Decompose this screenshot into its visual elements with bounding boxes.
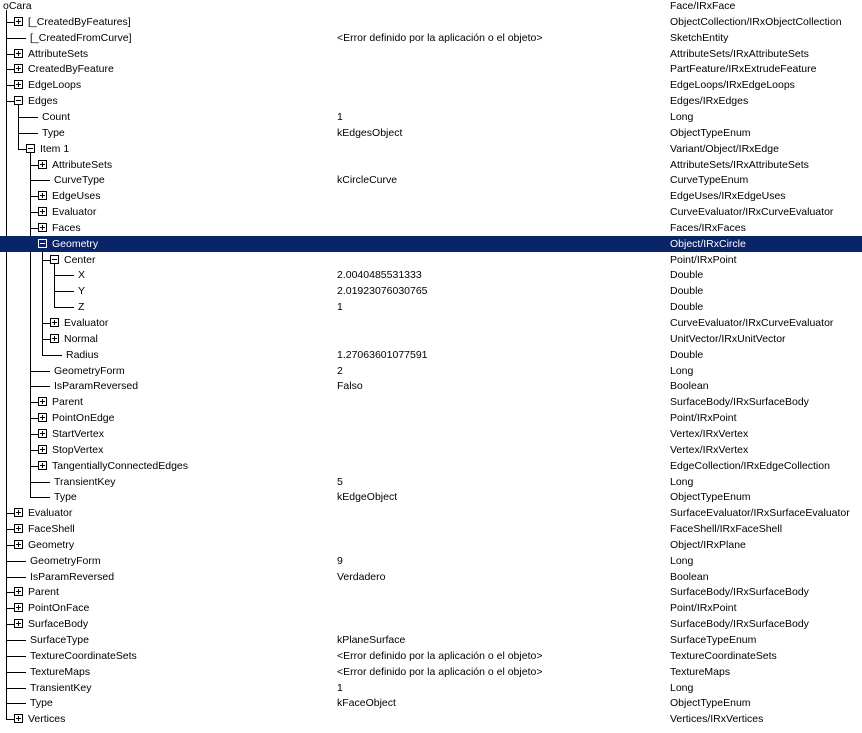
collapse-icon[interactable] xyxy=(26,144,35,153)
property-type: EdgeLoops/IRxEdgeLoops xyxy=(670,79,795,91)
tree-row[interactable] xyxy=(0,204,862,220)
tree-row[interactable] xyxy=(0,299,862,315)
property-type: AttributeSets/IRxAttributeSets xyxy=(670,159,809,171)
property-type: SketchEntity xyxy=(670,32,729,44)
property-name: AttributeSets xyxy=(28,48,89,60)
property-name: Evaluator xyxy=(28,507,73,519)
expand-icon[interactable] xyxy=(38,413,47,422)
property-name: AttributeSets xyxy=(52,159,113,171)
property-type: Boolean xyxy=(670,380,709,392)
tree-row[interactable] xyxy=(0,711,862,727)
property-type: SurfaceBody/IRxSurfaceBody xyxy=(670,586,809,598)
expand-icon[interactable] xyxy=(38,397,47,406)
tree-row[interactable] xyxy=(0,267,862,283)
property-name: oCara xyxy=(3,0,32,12)
property-name: GeometryForm xyxy=(30,555,101,567)
tree-row[interactable] xyxy=(0,537,862,553)
expand-icon[interactable] xyxy=(14,603,23,612)
tree-row[interactable] xyxy=(0,30,862,46)
property-value: <Error definido por la aplicación o el objeto> xyxy=(337,32,543,44)
property-value: kEdgesObject xyxy=(337,127,403,139)
tree-row[interactable] xyxy=(0,474,862,490)
tree-row[interactable] xyxy=(0,283,862,299)
tree-row[interactable] xyxy=(0,648,862,664)
property-type: EdgeCollection/IRxEdgeCollection xyxy=(670,460,830,472)
property-type: Face/IRxFace xyxy=(670,0,736,12)
property-value: kEdgeObject xyxy=(337,491,398,503)
property-type: Long xyxy=(670,365,694,377)
property-name: Geometry xyxy=(52,238,99,250)
property-name: [_CreatedFromCurve] xyxy=(30,32,132,44)
expand-icon[interactable] xyxy=(38,207,47,216)
property-type: Object/IRxCircle xyxy=(670,238,746,250)
expand-icon[interactable] xyxy=(14,64,23,73)
property-type: CurveTypeEnum xyxy=(670,174,749,186)
property-value: kCircleCurve xyxy=(337,174,398,186)
property-name: TransientKey xyxy=(30,682,92,694)
property-type: Vertices/IRxVertices xyxy=(670,713,764,725)
tree-row[interactable] xyxy=(0,363,862,379)
tree-row[interactable] xyxy=(0,600,862,616)
tree-row[interactable] xyxy=(0,347,862,363)
property-value: 2.01923076030765 xyxy=(337,285,428,297)
property-name: EdgeLoops xyxy=(28,79,82,91)
property-type: SurfaceEvaluator/IRxSurfaceEvaluator xyxy=(670,507,850,519)
property-type: ObjectTypeEnum xyxy=(670,491,751,503)
property-type: Long xyxy=(670,682,694,694)
property-name: PointOnFace xyxy=(28,602,90,614)
property-name: [_CreatedByFeatures] xyxy=(28,16,131,28)
expand-icon[interactable] xyxy=(14,619,23,628)
property-name: Type xyxy=(54,491,77,503)
property-type: PartFeature/IRxExtrudeFeature xyxy=(670,63,817,75)
property-value: 2.0040485531333 xyxy=(337,269,422,281)
property-name: Center xyxy=(64,254,96,266)
tree-row[interactable] xyxy=(0,521,862,537)
property-name: CreatedByFeature xyxy=(28,63,114,75)
tree-row[interactable] xyxy=(0,46,862,62)
tree-row[interactable] xyxy=(0,109,862,125)
property-type: Double xyxy=(670,301,704,313)
tree-row[interactable] xyxy=(0,220,862,236)
expand-icon[interactable] xyxy=(14,80,23,89)
tree-row[interactable] xyxy=(0,93,862,109)
property-type: AttributeSets/IRxAttributeSets xyxy=(670,48,809,60)
property-name: FaceShell xyxy=(28,523,75,535)
tree-row[interactable] xyxy=(0,61,862,77)
expand-icon[interactable] xyxy=(14,540,23,549)
property-name: Parent xyxy=(28,586,59,598)
property-type: UnitVector/IRxUnitVector xyxy=(670,333,786,345)
tree-row[interactable] xyxy=(0,394,862,410)
property-type: Double xyxy=(670,285,704,297)
property-value: 9 xyxy=(337,555,343,567)
property-name: Geometry xyxy=(28,539,75,551)
property-type: SurfaceBody/IRxSurfaceBody xyxy=(670,396,809,408)
tree-row[interactable] xyxy=(0,442,862,458)
tree-row[interactable] xyxy=(0,0,862,14)
property-type: Long xyxy=(670,111,694,123)
property-name: Normal xyxy=(64,333,98,345)
tree-row[interactable] xyxy=(0,695,862,711)
expand-icon[interactable] xyxy=(50,318,59,327)
property-name: IsParamReversed xyxy=(30,571,115,583)
property-name: SurfaceType xyxy=(30,634,89,646)
property-type: CurveEvaluator/IRxCurveEvaluator xyxy=(670,206,834,218)
property-type: ObjectCollection/IRxObjectCollection xyxy=(670,16,842,28)
expand-icon[interactable] xyxy=(14,524,23,533)
tree-row[interactable] xyxy=(0,77,862,93)
property-name: EdgeUses xyxy=(52,190,101,202)
tree-row[interactable] xyxy=(0,664,862,680)
property-name: Item 1 xyxy=(40,143,70,155)
property-type: Variant/Object/IRxEdge xyxy=(670,143,779,155)
property-name: Type xyxy=(30,697,53,709)
property-type: SurfaceTypeEnum xyxy=(670,634,757,646)
property-type: TextureMaps xyxy=(670,666,731,678)
tree-row[interactable] xyxy=(0,315,862,331)
property-name: TransientKey xyxy=(54,476,116,488)
property-name: Radius xyxy=(66,349,99,361)
tree-row[interactable] xyxy=(0,252,862,268)
property-value: <Error definido por la aplicación o el objeto> xyxy=(337,666,543,678)
expand-icon[interactable] xyxy=(38,160,47,169)
property-name: CurveType xyxy=(54,174,105,186)
property-value: Falso xyxy=(337,380,363,392)
property-name: Faces xyxy=(52,222,81,234)
property-type: Double xyxy=(670,269,704,281)
property-name: IsParamReversed xyxy=(54,380,139,392)
property-type: Point/IRxPoint xyxy=(670,602,737,614)
property-name: TangentiallyConnectedEdges xyxy=(52,460,189,472)
property-type: SurfaceBody/IRxSurfaceBody xyxy=(670,618,809,630)
property-type: Boolean xyxy=(670,571,709,583)
property-type: Vertex/IRxVertex xyxy=(670,444,749,456)
property-type: FaceShell/IRxFaceShell xyxy=(670,523,783,535)
expand-icon[interactable] xyxy=(38,445,47,454)
collapse-icon[interactable] xyxy=(50,255,59,264)
property-name: SurfaceBody xyxy=(28,618,89,630)
property-value: 1 xyxy=(337,301,343,313)
tree-row[interactable] xyxy=(0,489,862,505)
property-type: ObjectTypeEnum xyxy=(670,127,751,139)
property-name: StopVertex xyxy=(52,444,104,456)
expand-icon[interactable] xyxy=(14,49,23,58)
tree-row[interactable] xyxy=(0,426,862,442)
property-name: Type xyxy=(42,127,65,139)
property-type: Long xyxy=(670,555,694,567)
tree-row[interactable] xyxy=(0,172,862,188)
tree-row[interactable] xyxy=(0,125,862,141)
property-type: Object/IRxPlane xyxy=(670,539,746,551)
property-name: Z xyxy=(78,301,85,313)
expand-icon[interactable] xyxy=(38,191,47,200)
property-type: Edges/IRxEdges xyxy=(670,95,749,107)
collapse-icon[interactable] xyxy=(38,239,47,248)
property-name: X xyxy=(78,269,86,281)
expand-icon[interactable] xyxy=(38,223,47,232)
property-value: kFaceObject xyxy=(337,697,396,709)
property-type: ObjectTypeEnum xyxy=(670,697,751,709)
tree-row[interactable] xyxy=(0,157,862,173)
tree-row[interactable] xyxy=(0,378,862,394)
expand-icon[interactable] xyxy=(14,17,23,26)
property-value: 5 xyxy=(337,476,343,488)
property-name: TextureMaps xyxy=(30,666,91,678)
tree-row[interactable] xyxy=(0,569,862,585)
tree-row[interactable] xyxy=(0,188,862,204)
property-name: Parent xyxy=(52,396,83,408)
property-name: StartVertex xyxy=(52,428,104,440)
tree-row[interactable] xyxy=(0,632,862,648)
property-value: 1 xyxy=(337,111,343,123)
property-type: Point/IRxPoint xyxy=(670,412,737,424)
property-value: Verdadero xyxy=(337,571,386,583)
property-name: Evaluator xyxy=(52,206,97,218)
property-name: Evaluator xyxy=(64,317,109,329)
property-type: Vertex/IRxVertex xyxy=(670,428,749,440)
property-value: kPlaneSurface xyxy=(337,634,406,646)
property-type: Double xyxy=(670,349,704,361)
tree-row[interactable] xyxy=(0,236,862,252)
expand-icon[interactable] xyxy=(38,461,47,470)
property-name: Edges xyxy=(28,95,58,107)
property-type: Long xyxy=(670,476,694,488)
tree-row[interactable] xyxy=(0,505,862,521)
property-type: TextureCoordinateSets xyxy=(670,650,777,662)
property-type: EdgeUses/IRxEdgeUses xyxy=(670,190,786,202)
property-type: Faces/IRxFaces xyxy=(670,222,746,234)
expand-icon[interactable] xyxy=(38,429,47,438)
collapse-icon[interactable] xyxy=(14,96,23,105)
expand-icon[interactable] xyxy=(50,334,59,343)
expand-icon[interactable] xyxy=(14,587,23,596)
tree-row[interactable] xyxy=(0,331,862,347)
property-value: <Error definido por la aplicación o el objeto> xyxy=(337,650,543,662)
tree-row[interactable] xyxy=(0,584,862,600)
property-name: Count xyxy=(42,111,71,123)
property-value: 1.27063601077591 xyxy=(337,349,428,361)
tree-row[interactable] xyxy=(0,141,862,157)
tree-row[interactable] xyxy=(0,14,862,30)
property-name: GeometryForm xyxy=(54,365,125,377)
tree-row[interactable] xyxy=(0,616,862,632)
tree-row[interactable] xyxy=(0,458,862,474)
property-name: PointOnEdge xyxy=(52,412,115,424)
property-type: CurveEvaluator/IRxCurveEvaluator xyxy=(670,317,834,329)
expand-icon[interactable] xyxy=(14,508,23,517)
tree-row[interactable] xyxy=(0,553,862,569)
property-name: TextureCoordinateSets xyxy=(30,650,137,662)
property-type: Point/IRxPoint xyxy=(670,254,737,266)
expand-icon[interactable] xyxy=(14,714,23,723)
property-value: 1 xyxy=(337,682,343,694)
tree-row[interactable] xyxy=(0,680,862,696)
tree-row[interactable] xyxy=(0,410,862,426)
property-name: Y xyxy=(78,285,86,297)
property-value: 2 xyxy=(337,365,343,377)
property-name: Vertices xyxy=(28,713,66,725)
